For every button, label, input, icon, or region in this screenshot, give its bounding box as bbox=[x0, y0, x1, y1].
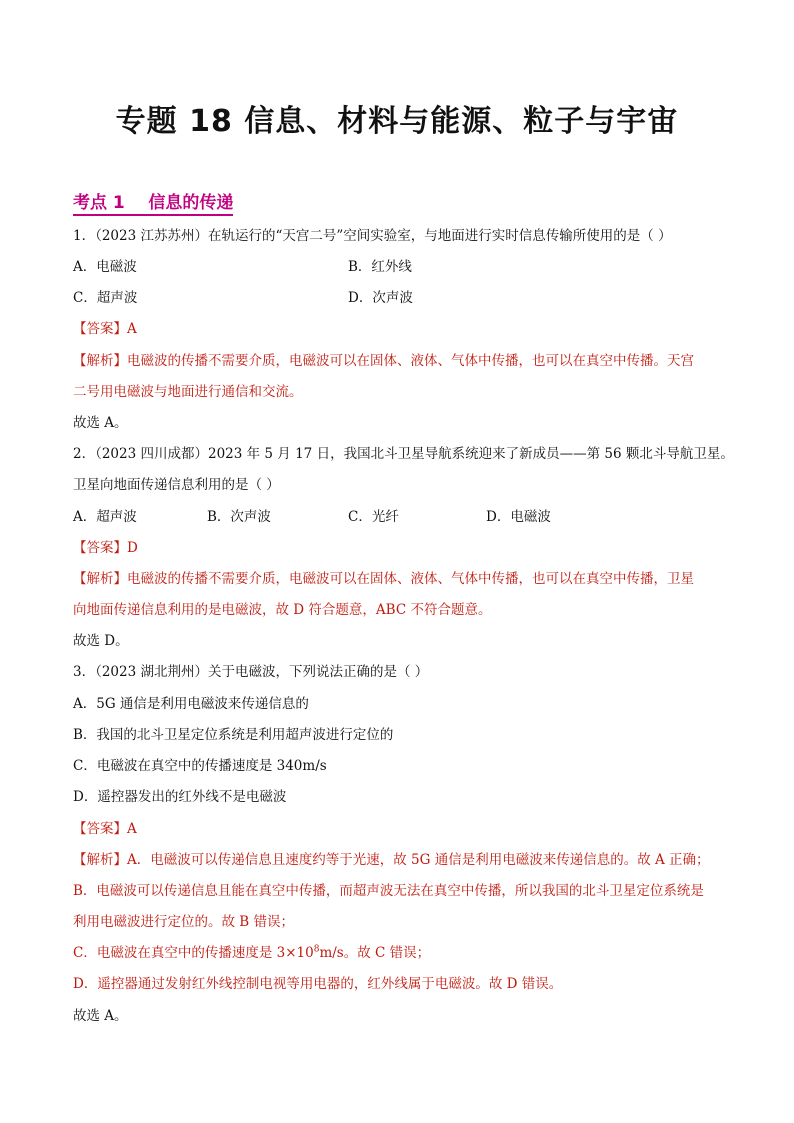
q2-conclusion: 故选 D。 bbox=[73, 633, 129, 649]
q1-answer bbox=[73, 321, 137, 337]
q2-stem-line2: 卫星向地面传递信息利用的是（ ） bbox=[73, 477, 280, 493]
q2-stem-line1: 2．（2023 四川成都）2023 年 5 月 17 日，我国北斗卫星导航系统迎来了新成员——第 56 颗北斗导航卫星。 bbox=[73, 446, 734, 462]
q1-conclusion: 故选 A。 bbox=[73, 415, 128, 431]
q3-answer-value: A bbox=[127, 821, 137, 837]
q1-analysis-text1: 电磁波的传播不需要介质，电磁波可以在固体、液体、气体中传播，也可以在真空中传播。天宫 bbox=[127, 353, 694, 369]
q2-analysis-text1: 电磁波的传播不需要介质，电磁波可以在固体、液体、气体中传播，也可以在真空中传播，卫星 bbox=[127, 571, 694, 587]
q2-option-d: D．电磁波 bbox=[486, 509, 551, 525]
q3-analysis-line-d: D．遥控器通过发射红外线控制电视等用电器的，红外线属于电磁波。故 D 错误。 bbox=[73, 976, 563, 992]
q1-option-d: D．次声波 bbox=[348, 290, 413, 306]
q3-analysis-a: A．电磁波可以传递信息且速度约等于光速，故 5G 通信是利用电磁波来传递信息的。故 A 正确； bbox=[127, 852, 710, 868]
q3-analysis-line-b1: B．电磁波可以传递信息且能在真空中传播，而超声波无法在真空中传播，所以我国的北斗卫星定位系统是 bbox=[73, 883, 704, 899]
q1-option-b: B．红外线 bbox=[348, 259, 412, 275]
q3-option-b: B．我国的北斗卫星定位系统是利用超声波进行定位的 bbox=[73, 727, 394, 743]
q1-option-a: A．电磁波 bbox=[73, 259, 137, 275]
q2-option-a: A．超声波 bbox=[73, 509, 137, 525]
q3-analysis-c-pre: C．电磁波在真空中的传播速度是 3×10 bbox=[73, 945, 314, 961]
q1-analysis-line2: 二号用电磁波与地面进行通信和交流。 bbox=[73, 384, 303, 400]
answer-label: 【答案】 bbox=[73, 821, 127, 837]
analysis-label: 【解析】 bbox=[73, 852, 127, 868]
q1-stem: 1．（2023 江苏苏州）在轨运行的“天宫二号”空间实验室，与地面进行实时信息传输所使用的是（ ） bbox=[73, 228, 672, 244]
analysis-label: 【解析】 bbox=[73, 571, 127, 587]
q1-analysis-line1 bbox=[73, 353, 694, 369]
q3-option-c: C．电磁波在真空中的传播速度是 340m/s bbox=[73, 758, 327, 774]
q2-answer bbox=[73, 540, 138, 556]
q3-analysis-line-a bbox=[73, 852, 710, 868]
q3-analysis-line-c bbox=[73, 945, 430, 961]
answer-label: 【答案】 bbox=[73, 540, 127, 556]
q2-option-c: C．光纤 bbox=[348, 509, 399, 525]
q3-option-a: A．5G 通信是利用电磁波来传递信息的 bbox=[73, 696, 309, 712]
analysis-label: 【解析】 bbox=[73, 353, 127, 369]
q3-analysis-c-post: m/s。故 C 错误； bbox=[319, 945, 431, 961]
q3-analysis-c-exponent: 8 bbox=[313, 944, 320, 955]
q3-option-d: D．遥控器发出的红外线不是电磁波 bbox=[73, 789, 287, 805]
section-heading: 考点 1 信息的传递 bbox=[73, 188, 233, 216]
q3-conclusion: 故选 A。 bbox=[73, 1008, 128, 1024]
q2-answer-value: D bbox=[127, 540, 138, 556]
page-title: 专题 18 信息、材料与能源、粒子与宇宙 bbox=[115, 104, 679, 139]
answer-label: 【答案】 bbox=[73, 321, 127, 337]
q2-option-b: B．次声波 bbox=[207, 509, 271, 525]
q3-stem: 3．（2023 湖北荆州）关于电磁波，下列说法正确的是（ ） bbox=[73, 664, 429, 680]
q2-analysis-line2: 向地面传递信息利用的是电磁波，故 D 符合题意，ABC 不符合题意。 bbox=[73, 602, 492, 618]
q3-analysis-line-b2: 利用电磁波进行定位的。故 B 错误； bbox=[73, 914, 295, 930]
q1-option-c: C．超声波 bbox=[73, 290, 138, 306]
q1-answer-value: A bbox=[127, 321, 137, 337]
q3-answer bbox=[73, 821, 137, 837]
q2-analysis-line1 bbox=[73, 571, 694, 587]
